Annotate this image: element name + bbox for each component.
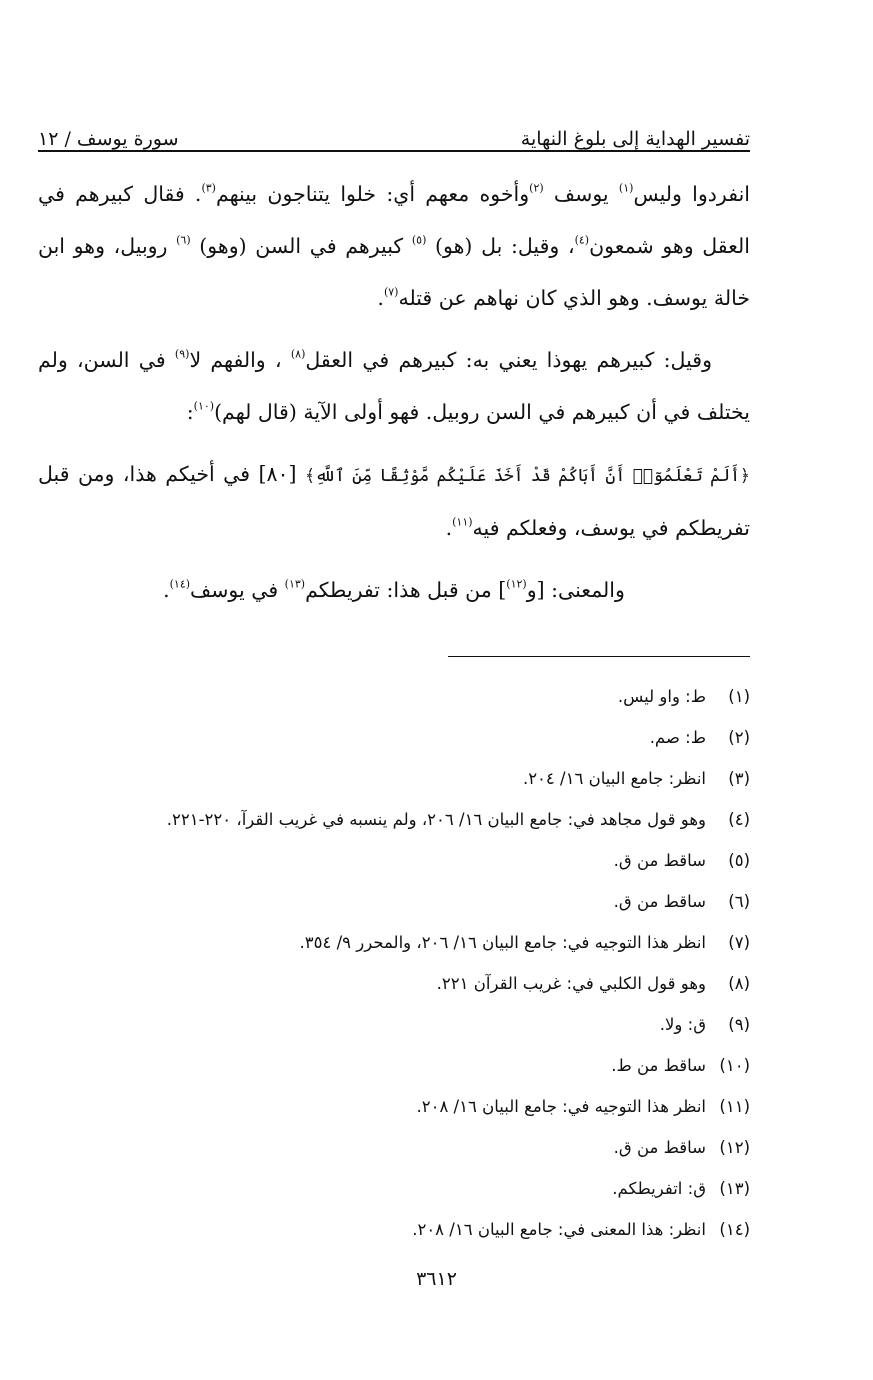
footnote-number: (١٤) [719,1220,750,1239]
footnote-ref: (١١) [452,515,473,529]
footnote-ref: (١٢) [506,577,527,591]
footnote-text: ق: اتفريطكم. [612,1179,706,1198]
footnote [60,1086,750,1127]
footnote-text: انظر هذا التوجيه في: جامع البيان ١٦/ ٢٠٨. [416,1097,706,1116]
text-run: والمعنى: [و [526,578,625,602]
text-run: يوسف [543,182,619,206]
footnote-number: (١٠) [719,1056,750,1075]
footnote-number: (١١) [719,1097,750,1116]
text-run: انفردوا وليس [633,182,750,206]
text-run: . فقال كبيرهم في العقل وهو شمعون [38,182,751,258]
text-run: : [186,400,194,424]
footnote-ref: (٥) [411,233,427,247]
running-header [38,112,750,150]
footnote-text: انظر: جامع البيان ١٦/ ٢٠٤. [522,769,706,788]
text-run: روبيل، وهو ابن خالة يوسف. وهو الذي كان نهاهم عن قتله [38,234,750,310]
text-run: . [445,516,453,540]
footnote-number: (٢) [728,728,750,747]
footnote-ref: (٦) [176,233,191,247]
footnote-ref: (٣) [201,181,216,195]
footnote [60,799,750,840]
quran-verse: ﴿أَلَمْ تَعْلَمُوٓا۟ أَنَّ أَبَاكُمْ قَدْ أَخَذَ عَلَيْكُم مَّوْثِقًا مِّنَ ٱللَّهِ﴾ [305,466,750,486]
footnote-number: (١) [728,687,750,706]
footnote [60,1168,750,1209]
footnote-ref: (٨) [290,347,306,361]
footnote [60,717,750,758]
footnote-ref: (١) [618,181,634,195]
text-run: ، والفهم لا [189,348,291,372]
footnote-number: (٤) [728,810,750,829]
header-rule [38,150,750,152]
text-run: [٨٠] في أخيكم هذا، ومن قبل تفريطكم في يوسف، وفعلكم فيه [38,462,750,540]
page-number: ٣٦١٢ [416,1268,457,1290]
footnote-ref: (٩) [174,347,190,361]
paragraph-2 [38,334,750,438]
footnote-ref: (٧) [383,285,399,299]
text-run: ] من قبل هذا: تفريطكم [305,578,507,602]
text-run: ، وقيل: بل (هو) [426,234,575,258]
footnote [60,963,750,1004]
footnote-text: ساقط من ط. [611,1056,706,1075]
footnote [60,922,750,963]
footnote-number: (١٢) [719,1138,750,1157]
footnote [60,758,750,799]
paragraph-3 [38,448,750,554]
footnote-number: (٩) [728,1015,750,1034]
footnote-text: وهو قول الكلبي في: غريب القرآن ٢٢١. [436,974,706,993]
footnote-ref: (٢) [529,181,544,195]
footnote-text: وهو قول مجاهد في: جامع البيان ١٦/ ٢٠٦، ولم ينسبه في غريب القرآ، ٢٢٠-٢٢١. [166,810,706,829]
text-run: . [163,578,170,602]
footnote-text: انظر هذا التوجيه في: جامع البيان ١٦/ ٢٠٦، والمحرر ٩/ ٣٥٤. [299,933,706,952]
main-text [38,168,750,616]
footnote-separator [448,656,750,657]
footnote [60,1127,750,1168]
footnote-text: ط: واو ليس. [617,687,706,706]
book-title: تفسير الهداية إلى بلوغ النهاية [520,128,750,150]
text-run: . [377,286,384,310]
footnote-number: (٨) [728,974,750,993]
text-run: كبيرهم في السن (وهو) [190,234,412,258]
text-run: وقيل: كبيرهم يهوذا يعني به: كبيرهم في العقل [305,348,712,372]
footnote-number: (٣) [728,769,750,788]
footnote [60,840,750,881]
text-run: في السن، ولم يختلف في أن كبيرهم في السن روبيل. فهو أولى الآية (قال لهم) [38,348,750,424]
text-run: في يوسف [190,578,285,602]
footnote [60,1004,750,1045]
footnote-text: ساقط من ق. [613,851,706,870]
footnote-number: (٦) [728,892,750,911]
text-run: وأخوه معهم أي: خلوا يتناجون بينهم [215,182,530,206]
footnote-text: ساقط من ق. [613,892,706,911]
footnotes [60,676,750,1250]
footnote [60,1045,750,1086]
footnote-number: (٧) [728,933,750,952]
footnote [60,676,750,717]
footnote-text: انظر: هذا المعنى في: جامع البيان ١٦/ ٢٠٨. [412,1220,706,1239]
paragraph-1 [38,168,750,324]
footnote-text: ط: صم. [649,728,706,747]
footnote-ref: (١٣) [284,577,306,591]
footnote-text: ق: ولا. [659,1015,706,1034]
footnote-ref: (١٠) [193,399,215,413]
footnote [60,881,750,922]
footnote-number: (٥) [728,851,750,870]
footnote-text: ساقط من ق. [613,1138,706,1157]
footnote-ref: (١٤) [169,577,191,591]
footnote-number: (١٣) [719,1179,750,1198]
footnote [60,1209,750,1250]
paragraph-4 [38,564,750,616]
surah-title: سورة يوسف / ١٢ [38,128,179,150]
footnote-ref: (٤) [574,233,590,247]
